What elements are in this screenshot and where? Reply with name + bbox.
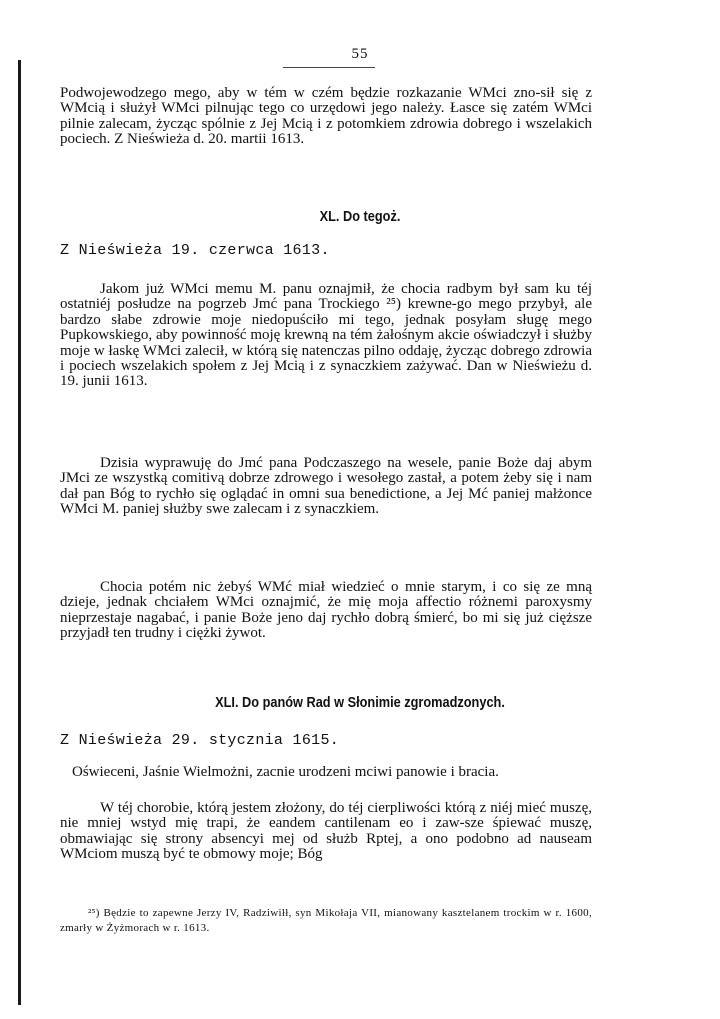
salutation: Oświeceni, Jaśnie Wielmożni, zacnie urodzeni mciwi panowie i bracia. [72, 764, 499, 780]
paragraph-xl-main: Jakom już WMci memu M. panu oznajmił, że chocia radbym był sam ku téj ostatniéj posłudze na pogrzeb Jmć pana Trockiego ²⁵) krewne-go mego przybył, ale bardzo słabe zdrowie moje niedopuściło mi tego, jednak posyłam sługę mego Pupkowskiego, aby powinność moję krewną na tém żałośnym akcie oświadczył i służby moje w łaskę WMci zalecił, w którą się natenczas pilno oddaję, życząc dobrego zdrowia i pociech wszelakich społem z Jej Mcią i z synaczkiem zażywać. Dan w Nieświeżu d. 19. junii 1613. [60, 281, 592, 390]
page-number-rule [283, 67, 375, 68]
page-number: 55 [351, 46, 369, 62]
paragraph-letter-end: Podwojewodzego mego, aby w tém w czém będzie rozkazanie WMci zno-sił się z WMcią i służył WMci pilnując tego co urzędowi jego należy. Łasce się zatém WMci pilnie zalecam, życząc spólnie z Jej Mcią i z potomkiem zdrowia dobrego i wszelakich pociech. Z Nieświeża d. 20. martii 1613. [60, 85, 592, 148]
dateline-xli: Z Nieświeża 29. stycznia 1615. [60, 732, 340, 749]
paragraph-xl-postscript-1: Dzisia wyprawuję do Jmć pana Podczaszego na wesele, panie Boże daj abym JMci ze wszystką comitivą dobrze zdrowego i wesołego zastał, a potem żeby się i nam dał pan Bóg to rychło się oglądać in omni sua benedictione, a Jej Mć paniej małżonce WMci M. paniej służby swe zalecam i z synaczkiem. [60, 455, 592, 518]
letter-heading-xl: XL. Do tegoż. [319, 208, 401, 225]
dateline-xl: Z Nieświeża 19. czerwca 1613. [60, 242, 330, 259]
paragraph-xl-postscript-2: Chocia potém nic żebyś WMć miał wiedzieć o mnie starym, i co się ze mną dzieje, jednak chciałem WMci oznajmić, że mię moja affectio różnemi paroxysmy nieprzestaje nagabać, i panie Boże jeno daj rychło dobrą śmierć, bo mi się już cięższe przyjadł ten trudny i ciężki żywot. [60, 579, 592, 642]
paragraph-xli-main: W téj chorobie, którą jestem złożony, do téj cierpliwości którą z niéj mieć muszę, nie mniej wstyd mię trapi, że eandem cantilenam eo i zaw-sze śpiewać muszę, obmawiając się strony absencyi mej od służb Rptej, a ono podobno ad nauseam WMciom muszą być te obmowy moje; Bóg [60, 800, 592, 863]
letter-heading-xli: XLI. Do panów Rad w Słonimie zgromadzonych. [215, 694, 505, 711]
binding-margin-bar [18, 60, 21, 1005]
footnote-25: ²⁵) Będzie to zapewne Jerzy IV, Radziwiłł, syn Mikołaja VII, mianowany kasztelanem trockim w r. 1600, zmarły w Żyżmorach w r. 1613. [60, 907, 592, 934]
